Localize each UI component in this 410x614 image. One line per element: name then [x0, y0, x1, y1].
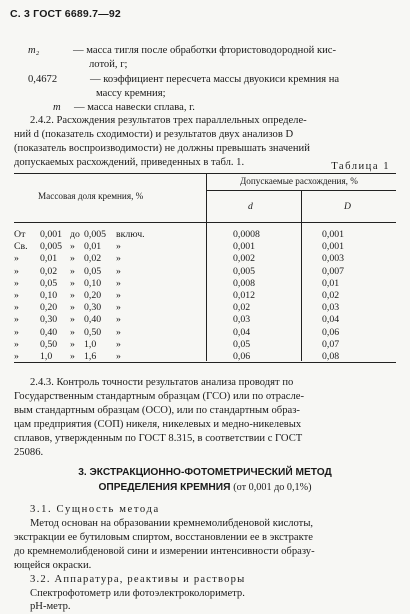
table-cell-to-word: » — [70, 241, 75, 253]
table-cell-pre: » — [14, 326, 19, 338]
section-title-line2 — [0, 481, 410, 495]
table-cell-from: 0,02 — [40, 265, 58, 277]
table-cell-from: 0,30 — [40, 314, 58, 326]
table-cell-d: 0,008 — [233, 277, 256, 289]
table-cell-d: 0,005 — [233, 265, 256, 277]
table-cell-d: 0,002 — [233, 253, 256, 265]
table-cell-to: 1,0 — [84, 338, 97, 350]
table-cell-pre: » — [14, 253, 19, 265]
table-cell-to-word: » — [70, 265, 75, 277]
table-cell-D: 0,01 — [322, 277, 340, 289]
section-title-line1: 3. ЭКСТРАКЦИОННО-ФОТОМЕТРИЧЕСКИЙ МЕТОД — [78, 467, 332, 478]
table-cell-D: 0,02 — [322, 290, 340, 301]
table-cell-pre: Св. — [14, 241, 28, 253]
def-symbol: m₂ — [28, 45, 40, 56]
table-header-col1: Массовая доля кремния, % — [38, 191, 144, 201]
table-cell-from: 0,20 — [40, 302, 58, 314]
table-cell-post: » — [116, 253, 121, 265]
table-cell-post: » — [116, 338, 121, 350]
para-242-line1: 2.4.2. Расхождения результатов трех параллельных определе- — [30, 115, 307, 126]
heading-31: 3.1. Сущность метода — [30, 504, 160, 515]
table-cell-to: 0,01 — [84, 241, 102, 253]
table-cell-to: 0,50 — [84, 326, 102, 338]
table-cell-to: 1,6 — [84, 351, 97, 362]
table-cell-to-word: » — [70, 314, 75, 326]
table-cell-pre: » — [14, 277, 19, 289]
table-cell-from: 0,001 — [40, 229, 63, 240]
heading-32: 3.2. Аппаратура, реактивы и растворы — [30, 574, 246, 585]
para-243-line6: 25086. — [14, 447, 44, 458]
table-cell-D: 0,06 — [322, 326, 340, 338]
table-cell-from: 0,10 — [40, 290, 58, 301]
table-cell-to-word: » — [70, 351, 75, 362]
def-symbol: m — [53, 102, 61, 113]
table-cell-post: » — [116, 241, 121, 253]
def-coef — [28, 73, 339, 87]
para-243-line3: вым стандартным образцам (ОСО), или по стандартным образ- — [14, 405, 300, 416]
def-text: — масса навески сплава, г. — [74, 102, 195, 113]
table-cell-D: 0,007 — [322, 265, 345, 277]
section-title-main: ОПРЕДЕЛЕНИЯ КРЕМНИЯ — [98, 482, 231, 493]
table-cell-to-word: » — [70, 277, 75, 289]
table-cell-to-word: до — [70, 229, 80, 240]
table-cell-D: 0,04 — [322, 314, 340, 326]
para-31-line1: Метод основан на образовании кремнемолибденовой кислоты, — [30, 518, 314, 529]
table-rule — [206, 190, 396, 191]
table-cell-pre: » — [14, 290, 19, 301]
section-title-range: (от 0,001 до 0,1%) — [233, 482, 312, 493]
table-cell-d: 0,0008 — [233, 229, 260, 240]
table-cell-post: » — [116, 265, 121, 277]
table-cell-from: 0,01 — [40, 253, 58, 265]
table-header-group: Допускаемые расхождения, % — [240, 176, 358, 186]
table-cell-to-word: » — [70, 338, 75, 350]
table-cell-d: 0,05 — [233, 338, 251, 350]
table-cell-to-word: » — [70, 290, 75, 301]
table-cell-to-word: » — [70, 326, 75, 338]
item-line1: Спектрофотометр или фотоэлектроколориметр. — [30, 588, 245, 599]
table-cell-post: » — [116, 326, 121, 338]
para-31-line2: экстракции ее бутиловым спиртом, восстановлении ее в экстракте — [14, 532, 313, 543]
table-header-d: d — [248, 201, 253, 212]
def-coef-cont: массу кремния; — [96, 88, 166, 99]
table-cell-d: 0,03 — [233, 314, 251, 326]
table-cell-D: 0,001 — [322, 229, 345, 240]
table-cell-from: 0,05 — [40, 277, 58, 289]
def-symbol: 0,4672 — [28, 74, 58, 85]
table-cell-to: 0,40 — [84, 314, 102, 326]
para-242-line4: допускаемых расхождений, приведенных в табл. 1. — [14, 157, 245, 168]
table-cell-pre: » — [14, 314, 19, 326]
table-cell-D: 0,08 — [322, 351, 340, 362]
table-cell-post: » — [116, 314, 121, 326]
def-m — [53, 101, 195, 115]
table-cell-to-word: » — [70, 302, 75, 314]
para-242-line3: (показатель воспроизводимости) не должны превышать значений — [14, 143, 310, 154]
table-cell-post: » — [116, 351, 121, 362]
table-cell-D: 0,003 — [322, 253, 345, 265]
table-divider — [206, 173, 207, 361]
table-cell-to: 0,30 — [84, 302, 102, 314]
def-text: — масса тигля после обработки фтористоводородной кис- — [73, 45, 336, 56]
table-cell-from: 1,0 — [40, 351, 53, 362]
table-header-D: D — [344, 201, 351, 212]
table-cell-post: включ. — [116, 229, 145, 240]
table-cell-to: 0,02 — [84, 253, 102, 265]
table-cell-D: 0,001 — [322, 241, 345, 253]
para-242-line2: ний d (показатель сходимости) и результатов двух анализов D — [14, 129, 294, 140]
table-cell-pre: » — [14, 265, 19, 277]
table-cell-from: 0,005 — [40, 241, 63, 253]
def-m2-cont: лотой, г; — [89, 59, 128, 70]
table-cell-to: 0,005 — [84, 229, 107, 240]
table-cell-from: 0,40 — [40, 326, 58, 338]
item-line2: рН-метр. — [30, 601, 71, 612]
table-cell-to: 0,05 — [84, 265, 102, 277]
table-cell-to: 0,20 — [84, 290, 102, 301]
table-cell-d: 0,04 — [233, 326, 251, 338]
table-cell-to: 0,10 — [84, 277, 102, 289]
table-cell-pre: » — [14, 338, 19, 350]
page-header: С. 3 ГОСТ 6689.7—92 — [10, 8, 121, 20]
para-31-line4: ющейся окраски. — [14, 560, 92, 571]
table-caption: Таблица 1 — [331, 161, 390, 172]
table-divider — [301, 190, 302, 361]
para-243-line5: сплавов, утвержденным по ГОСТ 8.315, в соответствии с ГОСТ — [14, 433, 303, 444]
para-31-line3: до кремнемолибденовой сини и измерении интенсивности образу- — [14, 546, 315, 557]
table-cell-d: 0,06 — [233, 351, 251, 362]
table-cell-d: 0,012 — [233, 290, 256, 301]
def-m2 — [28, 44, 336, 58]
table-cell-pre: » — [14, 302, 19, 314]
table-cell-pre: » — [14, 351, 19, 362]
para-243-line2: Государственным стандартным образцам (ГСО) или по отрасле- — [14, 391, 304, 402]
table-rule — [14, 222, 396, 223]
table-cell-post: » — [116, 290, 121, 301]
table-cell-d: 0,02 — [233, 302, 251, 314]
table-cell-D: 0,07 — [322, 338, 340, 350]
table-cell-d: 0,001 — [233, 241, 256, 253]
table-cell-pre: От — [14, 229, 26, 240]
def-text: — коэффициент пересчета массы двуокиси кремния на — [90, 74, 340, 85]
table-cell-from: 0,50 — [40, 338, 58, 350]
table-cell-post: » — [116, 302, 121, 314]
table-cell-to-word: » — [70, 253, 75, 265]
table-cell-post: » — [116, 277, 121, 289]
para-243-line4: цам предприятия (СОП) никеля, никелевых и медно-никелевых — [14, 419, 302, 430]
para-243-line1: 2.4.3. Контроль точности результатов анализа проводят по — [30, 377, 294, 388]
table-cell-D: 0,03 — [322, 302, 340, 314]
